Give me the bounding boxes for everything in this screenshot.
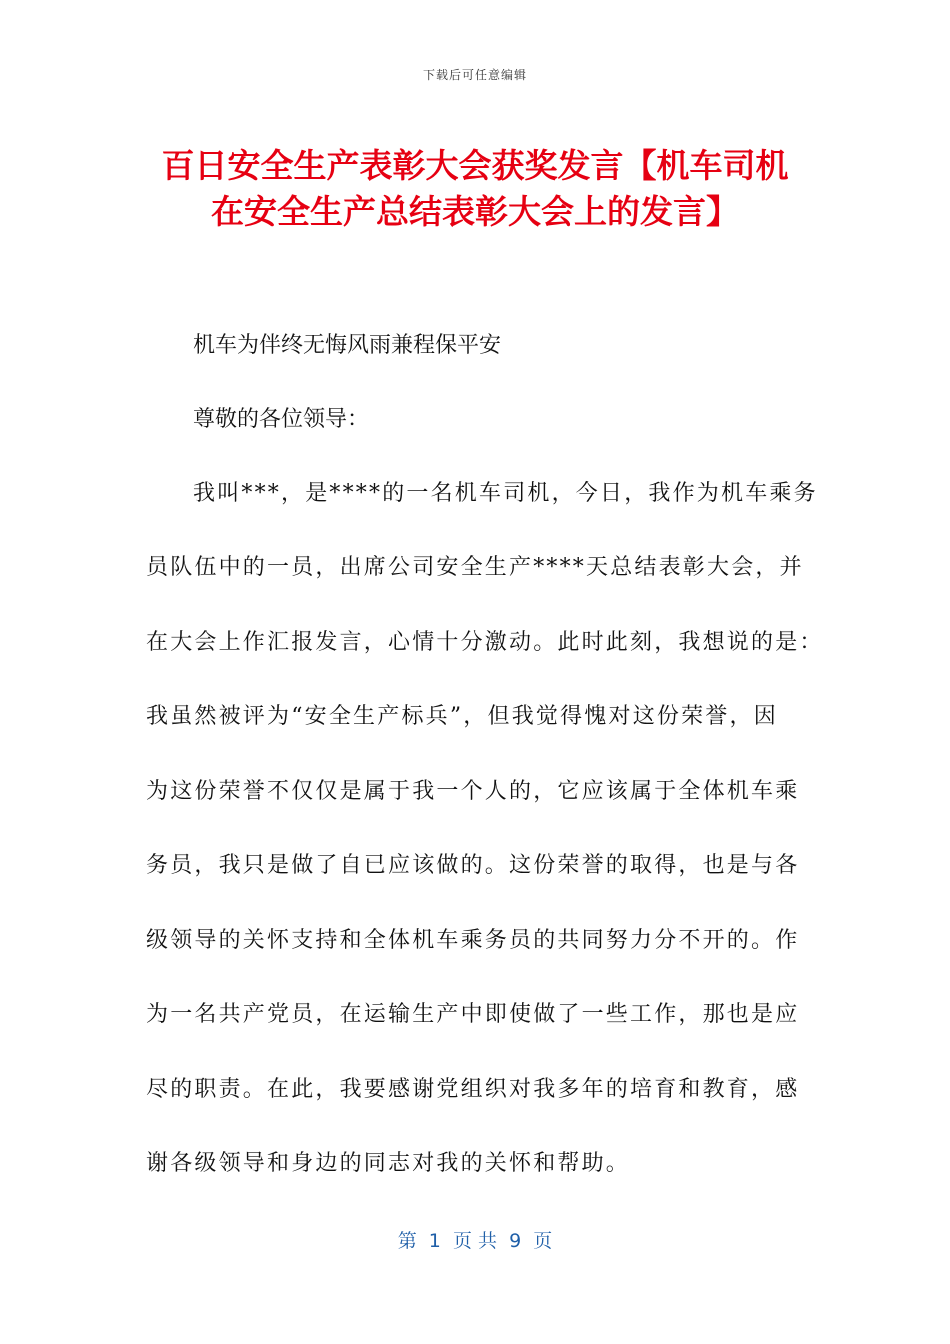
document-subtitle: 机车为伴终无悔风雨兼程保平安	[193, 333, 502, 358]
title-line-2: 在安全生产总结表彰大会上的发言】	[211, 192, 739, 231]
paragraph-line: 员队伍中的一员，出席公司安全生产****天总结表彰大会，并	[146, 555, 804, 580]
paragraph-line: 务员，我只是做了自已应该做的。这份荣誉的取得，也是与各	[146, 853, 800, 878]
paragraph-line: 谢各级领导和身边的同志对我的关怀和帮助。	[146, 1151, 631, 1176]
paragraph-line: 在大会上作汇报发言，心情十分激动。此时此刻，我想说的是：	[146, 630, 824, 655]
paragraph-line: 我叫***，是****的一名机车司机，今日，我作为机车乘务	[193, 481, 818, 506]
paragraph-line: 级领导的关怀支持和全体机车乘务员的共同努力分不开的。作	[146, 928, 800, 953]
title-line-1: 百日安全生产表彰大会获奖发言【机车司机	[161, 146, 789, 185]
page-number-footer: 第 1 页 共 9 页	[397, 1230, 553, 1252]
page-header-note: 下载后可任意编辑	[422, 68, 527, 82]
salutation: 尊敬的各位领导：	[193, 407, 370, 432]
paragraph-line: 为一名共产党员，在运输生产中即使做了一些工作，那也是应	[146, 1002, 800, 1027]
paragraph-line: 为这份荣誉不仅仅是属于我一个人的，它应该属于全体机车乘	[146, 779, 800, 804]
paragraph-line: 尽的职责。在此，我要感谢党组织对我多年的培育和教育，感	[146, 1077, 800, 1102]
paragraph-line: 我虽然被评为“安全生产标兵”，但我觉得愧对这份荣誉，因	[146, 704, 778, 729]
